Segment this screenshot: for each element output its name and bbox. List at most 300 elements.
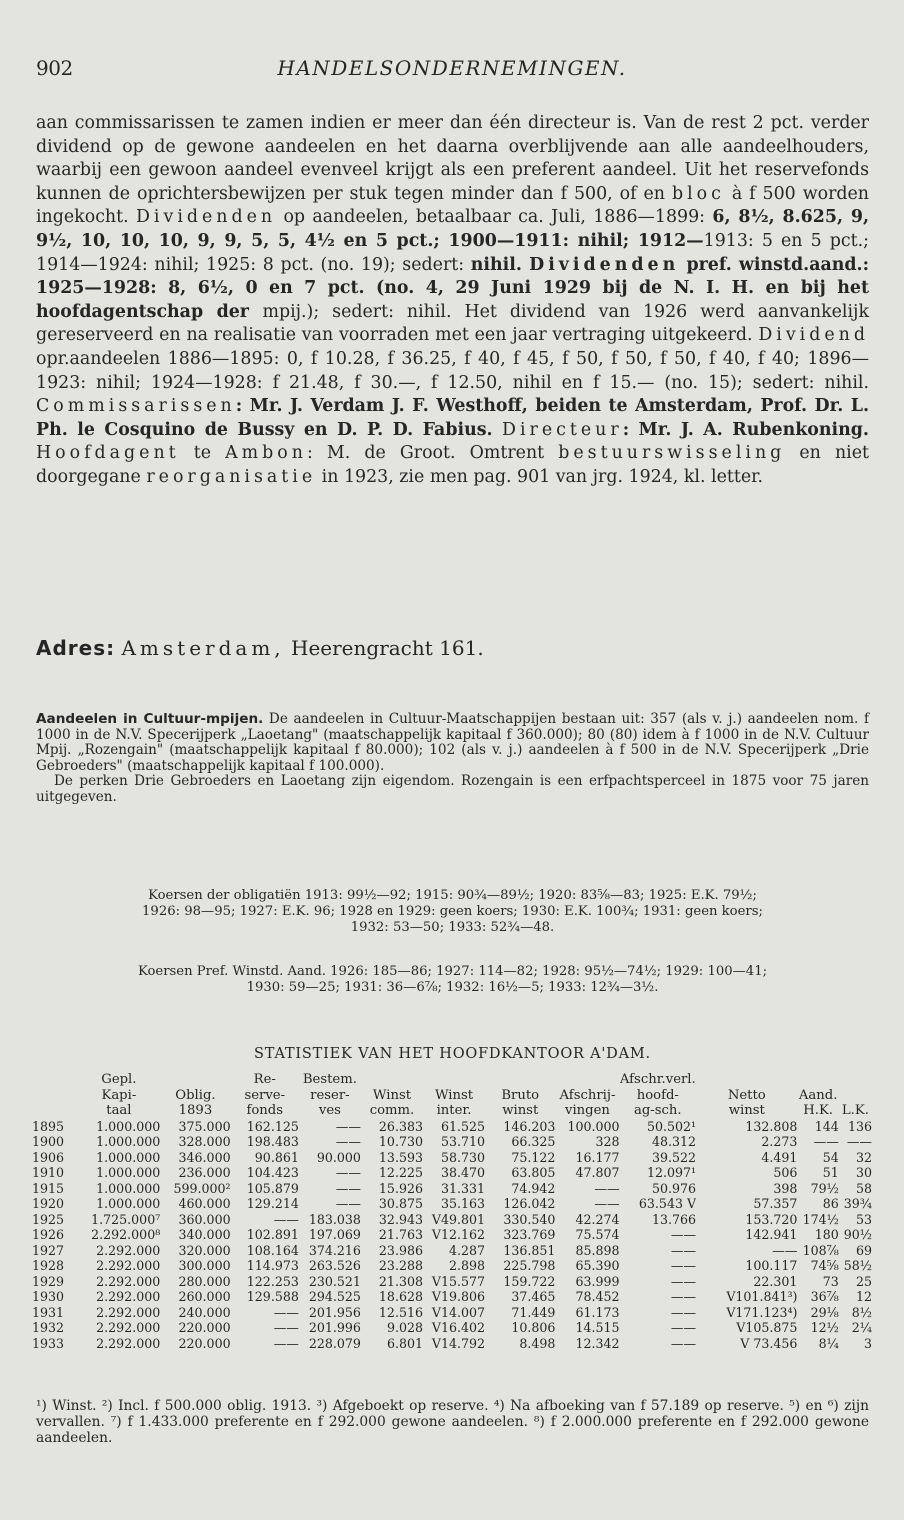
table-cell: 48.312 [652, 1134, 697, 1149]
table-cell: 328 [595, 1134, 620, 1149]
table-cell [797, 1072, 838, 1088]
table-cell: Kapi- [101, 1087, 137, 1103]
table-cell: 21.763 [378, 1227, 423, 1242]
table-cell: 460.000 [178, 1196, 231, 1211]
running-header [36, 56, 868, 86]
table-cell: 10.730 [378, 1134, 423, 1149]
table-cell: 75.574 [575, 1227, 620, 1242]
table-cell: —— [335, 1196, 361, 1211]
table-cell [423, 1072, 485, 1088]
table-cell: 240.000 [178, 1304, 231, 1320]
table-cell: comm. [369, 1103, 415, 1118]
table-cell: 346.000 [178, 1149, 231, 1165]
table-cell: 142.941 [745, 1227, 798, 1242]
table-cell: —— [273, 1304, 299, 1320]
table-cell: 2.292.000 [96, 1273, 161, 1289]
table-cell: Oblig. [175, 1087, 216, 1103]
aandeelen-paragraph-2 [36, 774, 869, 805]
table-cell: V16.402 [431, 1320, 486, 1335]
hoofdagent-label: Hoofdagent [36, 443, 180, 464]
table-cell: 38.470 [440, 1165, 486, 1180]
table-cell: 374.216 [308, 1242, 361, 1258]
commissarissen-label: Commissarissen [36, 396, 236, 417]
table-cell [839, 1072, 872, 1088]
table-cell: 66.325 [511, 1134, 556, 1149]
table-cell: 35.163 [440, 1196, 486, 1211]
table-cell: 51 [822, 1165, 839, 1180]
koersen-obl-line: 1932: 53—50; 1933: 52¾—48. [350, 920, 555, 935]
table-cell: 8.498 [519, 1335, 556, 1351]
text-run: pref. winstd.aand.: 1925—1928: 8, 6½, 0 en 7 pct. (no. 4, 29 Juni 1929 bij de N. I. H. en bij het hoofdagentschap der [36, 254, 870, 322]
table-cell: 61.173 [575, 1304, 620, 1320]
table-cell: 129.214 [246, 1196, 299, 1211]
table-cell: 39¾ [843, 1196, 872, 1211]
table-cell: 25 [855, 1273, 872, 1289]
directeur-name: : Mr. J. A. Rubenkoning. [622, 419, 869, 440]
koersen-pref-line: Koersen Pref. Winstd. Aand. 1926: 185—86; 1927: 114—82; 1928: 95½—74½; 1929: 100—41; [137, 964, 768, 979]
table-cell: 12½ [810, 1320, 839, 1335]
table-cell: 6.801 [386, 1335, 423, 1351]
table-cell: 36⅞ [810, 1289, 839, 1304]
table-cell [485, 1072, 555, 1088]
table-cell: 54 [822, 1149, 839, 1165]
table-cell: 14.515 [575, 1320, 620, 1335]
table-cell: Winst [372, 1087, 412, 1103]
table-cell: 180 [814, 1227, 839, 1242]
table-cell: 32 [855, 1149, 872, 1165]
running-title: HANDELSONDERNEMINGEN. [277, 56, 627, 80]
table-cell: 300.000 [178, 1258, 231, 1273]
table-cell: 12.225 [378, 1165, 423, 1180]
table-cell: 320.000 [178, 1242, 231, 1258]
table-cell: 71.449 [511, 1304, 556, 1320]
table-cell: 58½ [843, 1258, 872, 1273]
statistics-body [32, 1119, 872, 1352]
table-cell: 126.042 [503, 1196, 556, 1211]
table-cell: 2¼ [851, 1320, 872, 1335]
table-cell: 198.483 [246, 1134, 299, 1149]
footnote-text: ¹) Winst. ²) Incl. f 500.000 oblig. 1913. ³) Afgeboekt op reserve. ⁴) Na afboeking van f 57.189 op reserve. ⁵) en ⁶) zijn vervallen. ⁷) f 1.433.000 preferente en f 292.000 gewone aandeelen. ⁸) f 2.000.000 preferente en f 292.000 gewone aandeelen. [36, 1398, 869, 1446]
aandeelen-section [36, 712, 869, 806]
table-cell: 599.000² [173, 1180, 231, 1196]
table-cell: 58.730 [440, 1149, 486, 1165]
header-row [32, 1072, 872, 1088]
table-cell: Bruto [501, 1087, 540, 1103]
year-cell: 1926 [32, 1227, 65, 1242]
table-cell: —— [273, 1211, 299, 1227]
table-cell: 201.996 [308, 1320, 361, 1335]
table-cell: 23.986 [378, 1242, 423, 1258]
table-cell: —— [335, 1134, 361, 1149]
table-cell: —— [335, 1165, 361, 1180]
year-cell [32, 1103, 78, 1119]
address-label: Adres: [36, 636, 116, 660]
table-cell: reser- [310, 1087, 350, 1103]
table-cell [839, 1088, 872, 1104]
aandeelen-text-2: De perken Drie Gebroeders en Laoetang zijn eigendom. Rozengain is een erfpachtsperceel in 1875 voor 75 jaren uitgegeven. [36, 773, 869, 805]
table-cell: —— [335, 1180, 361, 1196]
table-cell: 162.125 [246, 1118, 299, 1134]
dividend-figures: 6, 8½, 8.625, 9, 9½, 10, 10, 10, 9, 9, 5, 5, 4½ en 5 pct.; 1900—1911: nihil; 1912— [36, 207, 870, 251]
year-cell [32, 1088, 78, 1104]
table-cell: 114.973 [246, 1258, 299, 1273]
table-cell: V12.162 [431, 1227, 486, 1242]
table-row [32, 1289, 872, 1305]
table-cell: —— [670, 1227, 697, 1242]
year-cell: 1910 [32, 1165, 65, 1180]
table-cell: —— [273, 1335, 299, 1351]
table-cell [361, 1072, 423, 1088]
table-cell: —— [335, 1118, 361, 1134]
year-cell: 1900 [32, 1134, 65, 1149]
text-run: te [179, 443, 226, 464]
table-cell: 10.806 [511, 1320, 556, 1335]
table-cell: 360.000 [178, 1211, 231, 1227]
table-row [32, 1165, 872, 1181]
table-cell: V19.806 [431, 1289, 486, 1304]
footnotes [36, 1398, 869, 1446]
table-cell: vingen [565, 1103, 610, 1118]
table-cell: 328.000 [178, 1134, 231, 1149]
table-cell [160, 1072, 230, 1088]
table-cell: —— [772, 1242, 798, 1258]
table-cell: 12.097¹ [646, 1165, 697, 1180]
table-cell: 3 [863, 1335, 872, 1351]
table-cell: Afschr.verl. [619, 1072, 696, 1087]
table-cell: Netto [727, 1087, 766, 1103]
table-cell: 183.038 [308, 1211, 361, 1227]
table-cell: L.K. [841, 1103, 869, 1118]
table-cell: V14.007 [431, 1304, 486, 1320]
table-cell: 2.292.000 [96, 1304, 161, 1320]
table-cell: 78.452 [575, 1289, 620, 1304]
table-cell: 280.000 [178, 1273, 231, 1289]
table-cell: 220.000 [178, 1335, 231, 1351]
table-cell: 90.000 [316, 1149, 361, 1165]
table-cell: 146.203 [503, 1118, 556, 1134]
table-cell: 197.069 [308, 1227, 361, 1242]
table-cell: winst [728, 1103, 765, 1118]
table-row [32, 1196, 872, 1212]
table-cell: 201.956 [308, 1304, 361, 1320]
table-row [32, 1134, 872, 1150]
table-cell: 90½ [843, 1227, 872, 1242]
table-cell: 16.177 [575, 1149, 620, 1165]
koersen-obligaties [36, 888, 869, 936]
table-cell: 31.331 [440, 1180, 486, 1196]
table-cell: 13.766 [652, 1211, 697, 1227]
table-cell: 2.292.000 [96, 1335, 161, 1351]
table-cell: 105.879 [246, 1180, 299, 1196]
table-cell: inter. [436, 1103, 472, 1118]
table-cell [696, 1072, 797, 1088]
table-cell: 108.164 [246, 1242, 299, 1258]
table-cell: 153.720 [745, 1211, 798, 1227]
table-cell: 2.273 [761, 1134, 798, 1149]
body-text [36, 112, 869, 490]
table-cell: —— [273, 1320, 299, 1335]
table-cell: serve- [244, 1087, 286, 1103]
table-cell: 132.808 [745, 1118, 798, 1134]
table-cell: 2.292.000 [96, 1258, 161, 1273]
table-cell: 39.522 [652, 1149, 697, 1165]
table-cell: 1.725.000⁷ [91, 1211, 161, 1227]
text-run: : M. de Groot. Omtrent [306, 443, 559, 464]
table-cell: 58 [855, 1180, 872, 1196]
table-cell: Winst [434, 1087, 474, 1103]
table-cell: 174½ [802, 1211, 839, 1227]
table-cell: 159.722 [503, 1273, 556, 1289]
directeur-label: Directeur [502, 419, 623, 440]
table-cell: V14.792 [431, 1335, 486, 1351]
table-cell: 9.028 [386, 1320, 423, 1335]
table-cell: 23.288 [378, 1258, 423, 1273]
table-cell: 13.593 [378, 1149, 423, 1165]
statistics-table [32, 1072, 872, 1351]
koersen-obl-line: Koersen der obligatiën 1913: 99½—92; 1915: 90¾—89½; 1920: 83⅝—83; 1925: E.K. 79½; [148, 888, 757, 903]
text-run: en niet doorgegane [36, 443, 869, 487]
table-cell: 4.287 [449, 1242, 486, 1258]
table-cell: V 73.456 [740, 1335, 798, 1351]
table-cell: —— [594, 1196, 620, 1211]
table-cell: 2.292.000 [96, 1289, 161, 1304]
table-cell: 79½ [810, 1180, 839, 1196]
statistics-title: STATISTIEK VAN HET HOOFDKANTOOR A'DAM. [254, 1046, 651, 1062]
table-cell: 12.342 [575, 1335, 620, 1351]
table-cell: 86 [822, 1196, 839, 1211]
year-cell: 1928 [32, 1258, 65, 1273]
table-cell: 22.301 [753, 1273, 798, 1289]
table-cell: 73 [822, 1273, 839, 1289]
table-cell: 340.000 [178, 1227, 231, 1242]
table-cell: 230.521 [308, 1273, 361, 1289]
table-cell: 37.465 [511, 1289, 556, 1304]
main-paragraph [36, 112, 869, 490]
table-cell: 8½ [851, 1304, 872, 1320]
table-cell: —— [670, 1242, 697, 1258]
table-row [32, 1274, 872, 1290]
year-cell: 1895 [32, 1118, 65, 1134]
text-run: aan commissarissen te zamen indien er meer dan één directeur is. Van de rest 2 pct. verder dividend op de gewone aandeelen en het daarna overblijvende aan alle aandeelhouders, waarbij een gewoon aandeel evenveel krijgt als een preferent aandeel. Uit het reservefonds kunnen de oprichtersbewijzen per stuk tegen minder dan f 500, of en [36, 113, 869, 204]
table-cell: 74.942 [511, 1180, 556, 1196]
table-cell: 85.898 [575, 1242, 620, 1258]
table-cell: 1.000.000 [96, 1134, 161, 1149]
table-cell: 136.851 [503, 1242, 556, 1258]
table-cell: 260.000 [178, 1289, 231, 1304]
dividenden-label: Dividenden [135, 207, 277, 228]
table-cell: 29⅛ [810, 1304, 839, 1320]
table-cell: 102.891 [246, 1227, 299, 1242]
table-cell: 1.000.000 [96, 1196, 161, 1211]
table-cell: 12 [855, 1289, 872, 1304]
table-cell [555, 1072, 619, 1088]
table-cell: 220.000 [178, 1320, 231, 1335]
year-cell: 1929 [32, 1273, 65, 1289]
table-cell: 2.292.000 [96, 1242, 161, 1258]
text-run: op aandeelen, betaalbaar ca. Juli, 1886—1899: [276, 207, 713, 228]
table-cell: 53.710 [440, 1134, 486, 1149]
table-cell: 2.292.000 [96, 1320, 161, 1335]
table-cell: 32.943 [378, 1211, 423, 1227]
aandeelen-paragraph [36, 712, 869, 774]
text-run: in 1923, zie men pag. 901 van jrg. 1924, kl. letter. [316, 466, 764, 487]
dividend-opr-label: Dividend [758, 325, 869, 346]
table-cell: 506 [773, 1165, 798, 1180]
table-cell: 42.274 [575, 1211, 620, 1227]
koersen-pref [36, 964, 869, 996]
table-cell: 398 [773, 1180, 798, 1196]
year-cell: 1931 [32, 1304, 65, 1320]
text-run: 1913: 5 en 5 pct.; 1914—1924: nihil; 1925: 8 pct. (no. 19); sedert: [36, 230, 869, 275]
table-cell: 65.390 [575, 1258, 620, 1273]
table-cell: 21.308 [378, 1273, 423, 1289]
table-cell: —— [813, 1134, 839, 1149]
year-cell: 1927 [32, 1242, 65, 1258]
table-cell: 63.805 [511, 1165, 556, 1180]
table-row [32, 1305, 872, 1321]
table-cell: 1.000.000 [96, 1149, 161, 1165]
table-cell: winst [502, 1103, 539, 1118]
table-cell: ves [318, 1103, 341, 1118]
table-cell: Re- [253, 1072, 276, 1087]
table-cell: H.K. [803, 1103, 834, 1118]
aandeelen-text: De aandeelen in Cultuur-Maatschappijen bestaan uit: 357 (als v. j.) aandeelen nom. f 1000 in de N.V. Specerijperk „Laoetang" (maatschappelijk kapitaal f 360.000); 80 (80) idem à f 1000 in de N.V. Cultuur Mpij. „Rozengain" (maatschappelijk kapitaal f 80.000); 102 (als v. j.) aandeelen à f 500 in de N.V. Specerijperk „Drie Gebroeders" (maatschappelijk kapitaal f 100.000). [36, 711, 869, 774]
table-cell: 375.000 [178, 1118, 231, 1134]
table-cell: 136 [847, 1118, 872, 1134]
table-cell: taal [106, 1103, 132, 1118]
address-city: Amsterdam, [121, 636, 285, 660]
koersen-pref-line: 1930: 59—25; 1931: 36—6⅞; 1932: 16½—5; 1933: 12¾—3½. [246, 980, 659, 995]
table-cell: —— [846, 1134, 872, 1149]
table-cell: 75.122 [511, 1149, 556, 1165]
bestuurswisseling-label: bestuurswisseling [558, 443, 786, 464]
table-cell: 50.976 [652, 1180, 697, 1196]
table-cell: 18.628 [378, 1289, 423, 1304]
table-row [32, 1150, 872, 1166]
table-cell: V101.841³) [726, 1289, 798, 1304]
table-cell: 122.253 [246, 1273, 299, 1289]
table-cell: fonds [246, 1103, 283, 1118]
text-run: opr.aandeelen 1886—1895: 0, f 10.28, f 36.25, f 40, f 45, f 50, f 50, f 50, f 40, f 40; 1896—1923: nihil; 1924—1928: f 21.48, f 30.—, f 12.50, nihil en f 15.— (no. 15); sedert: nihil. [36, 348, 869, 393]
table-cell: 63.543 V [638, 1196, 697, 1211]
table-cell: Aand. [798, 1087, 838, 1103]
address-line [36, 636, 484, 660]
aandeelen-label: Aandeelen in Cultuur-mpijen. [36, 711, 264, 727]
table-cell: 323.769 [503, 1227, 556, 1242]
table-row [32, 1181, 872, 1197]
table-cell: 228.079 [308, 1335, 361, 1351]
table-cell: Bestem. [302, 1072, 357, 1087]
year-cell: 1933 [32, 1335, 65, 1351]
table-cell: —— [670, 1320, 697, 1335]
table-cell: 263.526 [308, 1258, 361, 1273]
table-cell: 61.525 [440, 1118, 486, 1134]
table-cell: 15.926 [378, 1180, 423, 1196]
table-cell: 50.502¹ [646, 1118, 697, 1134]
year-cell: 1906 [32, 1149, 65, 1165]
table-cell: 2.898 [449, 1258, 486, 1273]
table-cell: —— [670, 1335, 697, 1351]
table-cell: 1893 [178, 1103, 213, 1118]
table-cell: 53 [855, 1211, 872, 1227]
dividenden-pref-label: Dividenden [529, 254, 680, 275]
table-cell: 2.292.000⁸ [91, 1227, 161, 1242]
table-row [32, 1119, 872, 1135]
year-cell: 1930 [32, 1289, 65, 1304]
table-cell: 144 [814, 1118, 839, 1134]
header-row [32, 1103, 872, 1119]
table-row [32, 1212, 872, 1228]
table-cell: —— [670, 1258, 697, 1273]
table-cell: —— [670, 1273, 697, 1289]
table-cell: 90.861 [254, 1149, 299, 1165]
table-cell: 47.807 [575, 1165, 620, 1180]
table-cell: V171.123⁴) [726, 1304, 798, 1320]
text-run-spaced: bloc [671, 183, 725, 204]
table-row [32, 1227, 872, 1243]
table-cell: 108⅞ [802, 1242, 839, 1258]
table-cell: 129.588 [246, 1289, 299, 1304]
table-cell: —— [670, 1289, 697, 1304]
table-cell: 69 [855, 1242, 872, 1258]
table-cell: 4.491 [761, 1149, 798, 1165]
table-cell: 26.383 [378, 1118, 423, 1134]
year-cell: 1932 [32, 1320, 65, 1335]
table-cell: Afschrij- [559, 1087, 616, 1103]
table-cell: 104.423 [246, 1165, 299, 1180]
text-run: à f 500 worden ingekocht. [36, 183, 870, 228]
commissarissen-names: : Mr. J. Verdam J. F. Westhoff, beiden te Amsterdam, Prof. Dr. L. Ph. le Cosquino de Bussy en D. P. D. Fabius. [36, 396, 869, 440]
table-cell: 1.000.000 [96, 1118, 161, 1134]
table-row [32, 1258, 872, 1274]
year-cell: 1920 [32, 1196, 65, 1211]
table-cell: —— [670, 1304, 697, 1320]
table-cell: 63.999 [575, 1273, 620, 1289]
table-cell: 100.117 [745, 1258, 798, 1273]
year-cell: 1925 [32, 1211, 65, 1227]
table-cell: ag-sch. [634, 1103, 682, 1118]
year-cell: 1915 [32, 1180, 65, 1196]
table-cell: 330.540 [503, 1211, 556, 1227]
table-cell: 1.000.000 [96, 1165, 161, 1180]
table-cell: 74⅝ [810, 1258, 839, 1273]
table-row [32, 1320, 872, 1336]
table-cell: 225.798 [503, 1258, 556, 1273]
table-cell: V15.577 [431, 1273, 486, 1289]
table-cell: 8¼ [818, 1335, 839, 1351]
table-cell: 1.000.000 [96, 1180, 161, 1196]
table-cell: 30.875 [378, 1196, 423, 1211]
page-number: 902 [36, 56, 73, 80]
year-cell [32, 1072, 78, 1088]
ambon-label: Ambon [225, 443, 307, 464]
header-row [32, 1088, 872, 1104]
table-cell: hoofd- [636, 1087, 679, 1103]
reorganisatie-label: reorganisatie [146, 466, 317, 487]
table-row [32, 1243, 872, 1259]
statistics-header [32, 1072, 872, 1119]
text-run: mpij.); sedert: nihil. Het dividend van 1926 werd aanvankelijk gereserveerd en na realisatie van voorraden met een jaar vertraging uitgekeerd. [36, 301, 869, 346]
table-cell: —— [594, 1180, 620, 1196]
table-cell: Gepl. [101, 1072, 137, 1087]
table-cell: 30 [855, 1165, 872, 1180]
table-cell: V105.875 [736, 1320, 798, 1335]
table-cell: V49.801 [431, 1211, 486, 1227]
koersen-obl-line: 1926: 98—95; 1927: E.K. 96; 1928 en 1929: geen koers; 1930: E.K. 100¾; 1931: geen koers; [142, 904, 763, 919]
table-cell: 236.000 [178, 1165, 231, 1180]
table-cell: 100.000 [567, 1118, 620, 1134]
table-cell: 12.516 [378, 1304, 423, 1320]
